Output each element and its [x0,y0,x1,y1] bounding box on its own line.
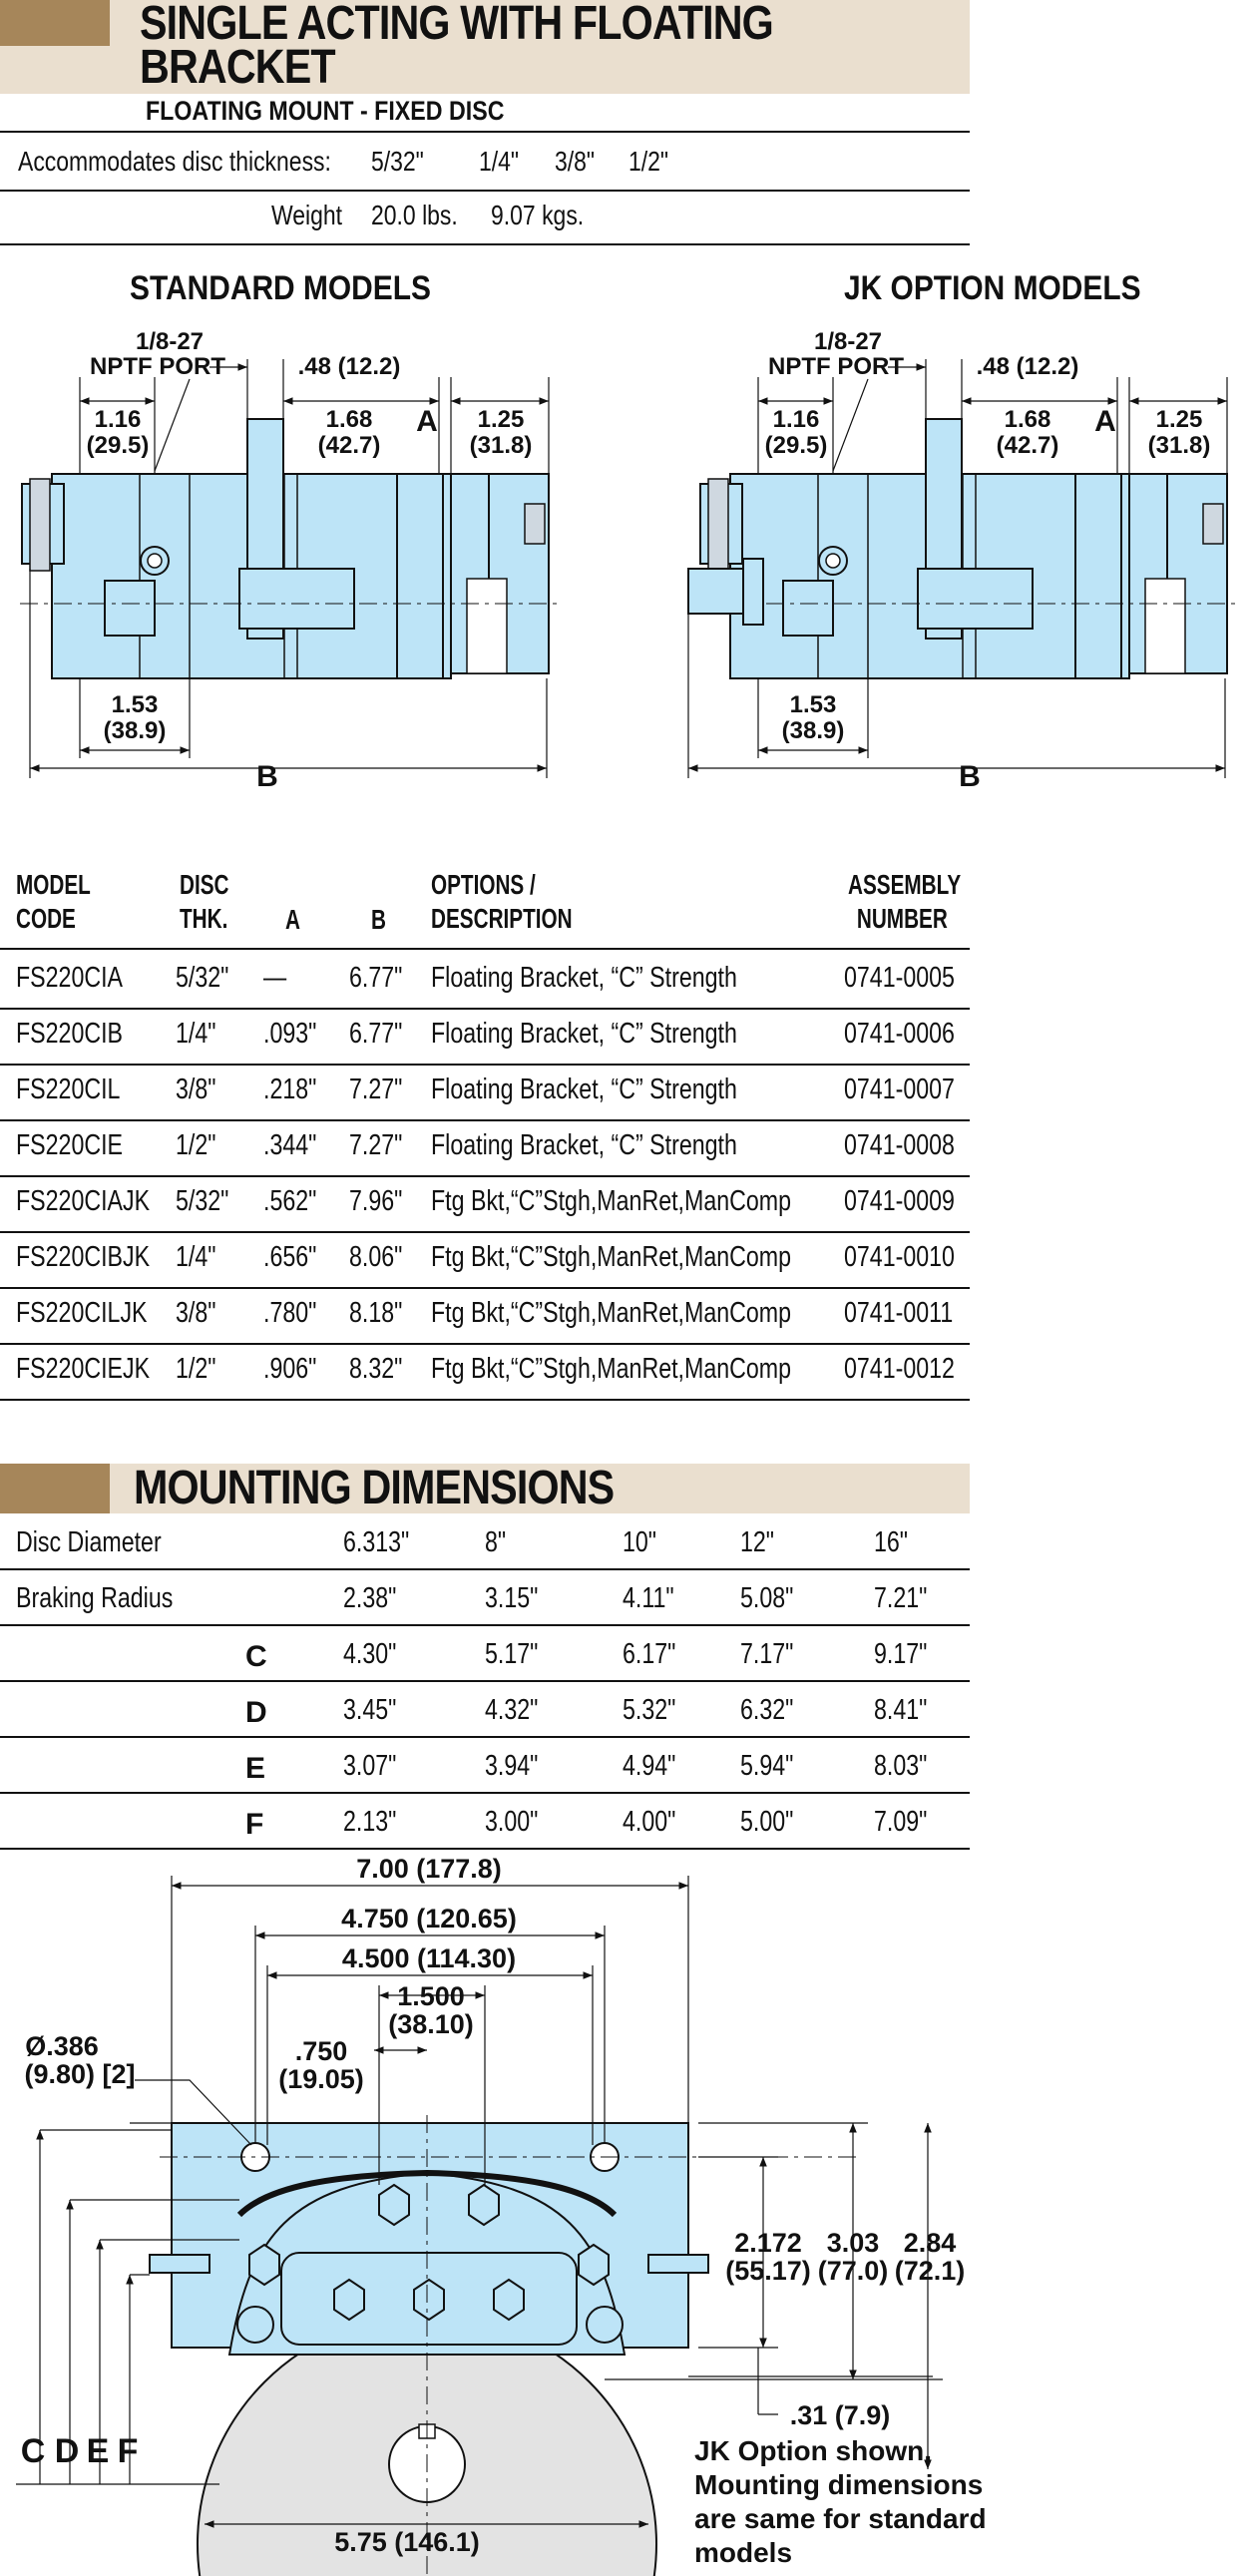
cell-desc: Ftg Bkt,“C”Stgh,ManRet,ManComp [431,1353,792,1385]
mount-row-label: F [245,1808,264,1841]
mount-cell: 5.17" [485,1638,539,1670]
col-header-options: OPTIONS / DESCRIPTION [431,869,573,934]
dim-letter: C [20,2432,46,2470]
mount-cell: 6.17" [623,1638,676,1670]
dim-label: (31.8) [1147,432,1211,459]
cell-disc: 3/8" [176,1073,216,1105]
cell-disc: 3/8" [176,1297,216,1329]
table-row-rule [0,1008,970,1010]
cell-a: .656" [263,1241,317,1273]
dim-label: 1.16 [94,406,142,433]
cell-model: FS220CIL [16,1073,121,1105]
disc-thickness-value: 3/8" [555,146,596,177]
dim-letter: F [117,2432,139,2470]
dim-label: (38.9) [781,717,845,744]
cell-a: .780" [263,1297,317,1329]
mount-cell: 3.15" [485,1582,539,1614]
dim-label: 4.750 (120.65) [341,1904,517,1933]
mount-cell: 2.13" [343,1806,397,1838]
mount-row-rule [0,1736,970,1738]
cell-asm: 0741-0009 [844,1185,955,1217]
cell-asm: 0741-0012 [844,1353,955,1385]
cell-disc: 5/32" [176,1185,229,1217]
cell-b: 8.06" [349,1241,403,1273]
cell-a: .562" [263,1185,317,1217]
dim-label: 1.53 [789,691,837,718]
cell-model: FS220CIBJK [16,1241,151,1273]
mount-row-rule [0,1568,970,1570]
mount-cell: 12" [740,1526,775,1558]
cell-asm: 0741-0011 [844,1297,954,1329]
dim-label: 2.172 [734,2228,802,2258]
cell-desc: Floating Bracket, “C” Strength [431,962,737,994]
dim-label: (38.10) [388,2009,474,2039]
mount-cell: 5.08" [740,1582,794,1614]
mount-cell: 4.30" [343,1638,397,1670]
mount-cell: 16" [874,1526,909,1558]
dim-label: (55.17) [725,2256,811,2286]
col-header-model: MODEL CODE [16,869,91,934]
mounting-swatch [0,1464,110,1513]
dim-label: 1.53 [111,691,159,718]
mount-cell: 3.94" [485,1750,539,1782]
cell-b: 8.32" [349,1353,403,1385]
cell-disc: 1/4" [176,1018,216,1050]
standard-models-title: STANDARD MODELS [130,269,431,307]
dim-label: A [416,405,438,438]
disc-thickness-value: 1/2" [628,146,669,177]
cell-desc: Floating Bracket, “C” Strength [431,1129,737,1161]
page-subtitle: FLOATING MOUNT - FIXED DISC [146,96,505,126]
cell-asm: 0741-0006 [844,1018,955,1050]
col-header-disc: DISC THK. [180,869,229,934]
dim-label: B [959,760,981,793]
cell-desc: Ftg Bkt,“C”Stgh,ManRet,ManComp [431,1185,792,1217]
mount-row-rule [0,1848,970,1850]
cell-model: FS220CIA [16,962,124,994]
cell-a: .218" [263,1073,317,1105]
dim-label: 1.68 [325,406,373,433]
port-label: NPTF PORT [768,353,904,380]
mount-cell: 2.38" [343,1582,397,1614]
dim-label: (42.7) [996,432,1059,459]
dim-label: B [256,760,278,793]
port-label: 1/8-27 [813,328,883,355]
cell-desc: Floating Bracket, “C” Strength [431,1018,737,1050]
cell-model: FS220CIB [16,1018,124,1050]
mount-row-label: C [245,1640,267,1673]
mount-cell: 3.07" [343,1750,397,1782]
mounting-title: MOUNTING DIMENSIONS [134,1462,615,1514]
cell-model: FS220CIEJK [16,1353,151,1385]
dim-label: (42.7) [317,432,381,459]
mount-row-rule [0,1624,970,1626]
dim-label: (29.5) [764,432,828,459]
dim-letter: E [86,2432,110,2470]
cell-asm: 0741-0010 [844,1241,955,1273]
dim-label: 1.16 [772,406,820,433]
cell-a: .344" [263,1129,317,1161]
note-line: Mounting dimensions [694,2469,984,2500]
table-row-rule [0,1064,970,1066]
cell-disc: 1/4" [176,1241,216,1273]
weight-kgs: 9.07 kgs. [491,200,585,230]
mount-cell: 3.45" [343,1694,397,1726]
cell-a: .906" [263,1353,317,1385]
mount-cell: 8.41" [874,1694,928,1726]
dim-label: (9.80) [2] [24,2059,136,2089]
dim-label: 1.25 [477,406,525,433]
col-header-a: A [285,904,300,935]
dim-label: 7.00 (177.8) [356,1856,502,1884]
mount-cell: 4.32" [485,1694,539,1726]
table-row-rule [0,1287,970,1289]
disc-thickness-value: 5/32" [371,146,424,177]
dim-label: 1.68 [1004,406,1051,433]
table-row-rule [0,1343,970,1345]
dim-label: (19.05) [278,2064,364,2094]
cell-b: 7.96" [349,1185,403,1217]
weight-lbs: 20.0 lbs. [371,200,458,230]
cell-asm: 0741-0005 [844,962,955,994]
col-header-b: B [371,904,386,935]
cell-model: FS220CILJK [16,1297,148,1329]
dim-label: 2.84 [903,2228,957,2258]
cell-disc: 1/2" [176,1129,216,1161]
page-title-line2: BRACKET [140,41,335,94]
cell-b: 7.27" [349,1073,403,1105]
cell-desc: Ftg Bkt,“C”Stgh,ManRet,ManComp [431,1241,792,1273]
mount-cell: 4.00" [623,1806,676,1838]
table-row-rule [0,1399,970,1401]
mount-cell: 4.94" [623,1750,676,1782]
note-line: models [694,2537,793,2568]
table-row-rule [0,1175,970,1177]
cell-disc: 5/32" [176,962,229,994]
cell-b: 7.27" [349,1129,403,1161]
mount-row-label: E [245,1752,266,1785]
dim-label: .48 (12.2) [976,353,1079,380]
cell-b: 8.18" [349,1297,403,1329]
cell-b: 6.77" [349,1018,403,1050]
note-line: are same for standard [694,2503,987,2534]
cell-desc: Floating Bracket, “C” Strength [431,1073,737,1105]
dim-label: 1.500 [397,1981,465,2011]
cell-asm: 0741-0007 [844,1073,955,1105]
rule [0,948,970,950]
disc-thickness-value: 1/4" [479,146,520,177]
cell-a: — [263,962,287,994]
page-title-line1: SINGLE ACTING WITH FLOATING [140,0,773,50]
rule [0,190,970,192]
disc-thickness-label: Accommodates disc thickness: [18,146,331,177]
mount-row-label: D [245,1696,267,1729]
mount-cell: 7.09" [874,1806,928,1838]
mounting-drawing [0,1856,1255,2576]
cell-asm: 0741-0008 [844,1129,955,1161]
dim-label: (29.5) [86,432,150,459]
port-label: 1/8-27 [135,328,205,355]
jk-models-title: JK OPTION MODELS [844,269,1141,307]
mount-cell: 4.11" [623,1582,674,1614]
table-row-rule [0,1231,970,1233]
dim-label: (31.8) [469,432,533,459]
cell-desc: Ftg Bkt,“C”Stgh,ManRet,ManComp [431,1297,792,1329]
cell-b: 6.77" [349,962,403,994]
port-label: NPTF PORT [90,353,225,380]
rule [0,243,970,245]
dim-label: (77.0) [817,2256,889,2286]
braking-radius-label: Braking Radius [16,1582,174,1614]
rule [0,131,970,133]
dim-label: 1.25 [1155,406,1203,433]
dim-label: (38.9) [103,717,167,744]
mount-cell: 3.00" [485,1806,539,1838]
mount-cell: 6.313" [343,1526,410,1558]
dim-label: A [1094,405,1116,438]
dim-label: .750 [294,2036,348,2066]
dim-label: Ø.386 [25,2031,99,2061]
dim-label: .48 (12.2) [297,353,401,380]
weight-label: Weight [271,200,343,230]
mount-cell: 8.03" [874,1750,928,1782]
dim-label: 4.500 (114.30) [341,1943,517,1973]
dim-label: 5.75 (146.1) [334,2527,480,2557]
cell-a: .093" [263,1018,317,1050]
mount-cell: 5.00" [740,1806,794,1838]
mount-row-rule [0,1792,970,1794]
dim-letter: D [54,2432,80,2470]
mount-cell: 9.17" [874,1638,928,1670]
mount-cell: 5.94" [740,1750,794,1782]
cell-disc: 1/2" [176,1353,216,1385]
disc-diameter-label: Disc Diameter [16,1526,162,1558]
cell-model: FS220CIE [16,1129,124,1161]
mount-cell: 7.17" [740,1638,794,1670]
cell-model: FS220CIAJK [16,1185,151,1217]
mount-cell: 6.32" [740,1694,794,1726]
mount-cell: 10" [623,1526,657,1558]
mount-cell: 7.21" [874,1582,928,1614]
title-swatch [0,0,110,46]
mount-cell: 8" [485,1526,507,1558]
table-row-rule [0,1119,970,1121]
dim-label: (72.1) [894,2256,966,2286]
note-line: JK Option shown. [694,2435,932,2466]
dim-label: 3.03 [826,2228,880,2258]
dim-label: .31 (7.9) [789,2400,891,2430]
mount-row-rule [0,1680,970,1682]
mount-cell: 5.32" [623,1694,676,1726]
side-view-drawings [0,319,1255,798]
col-header-assembly: ASSEMBLY NUMBER [848,869,962,934]
